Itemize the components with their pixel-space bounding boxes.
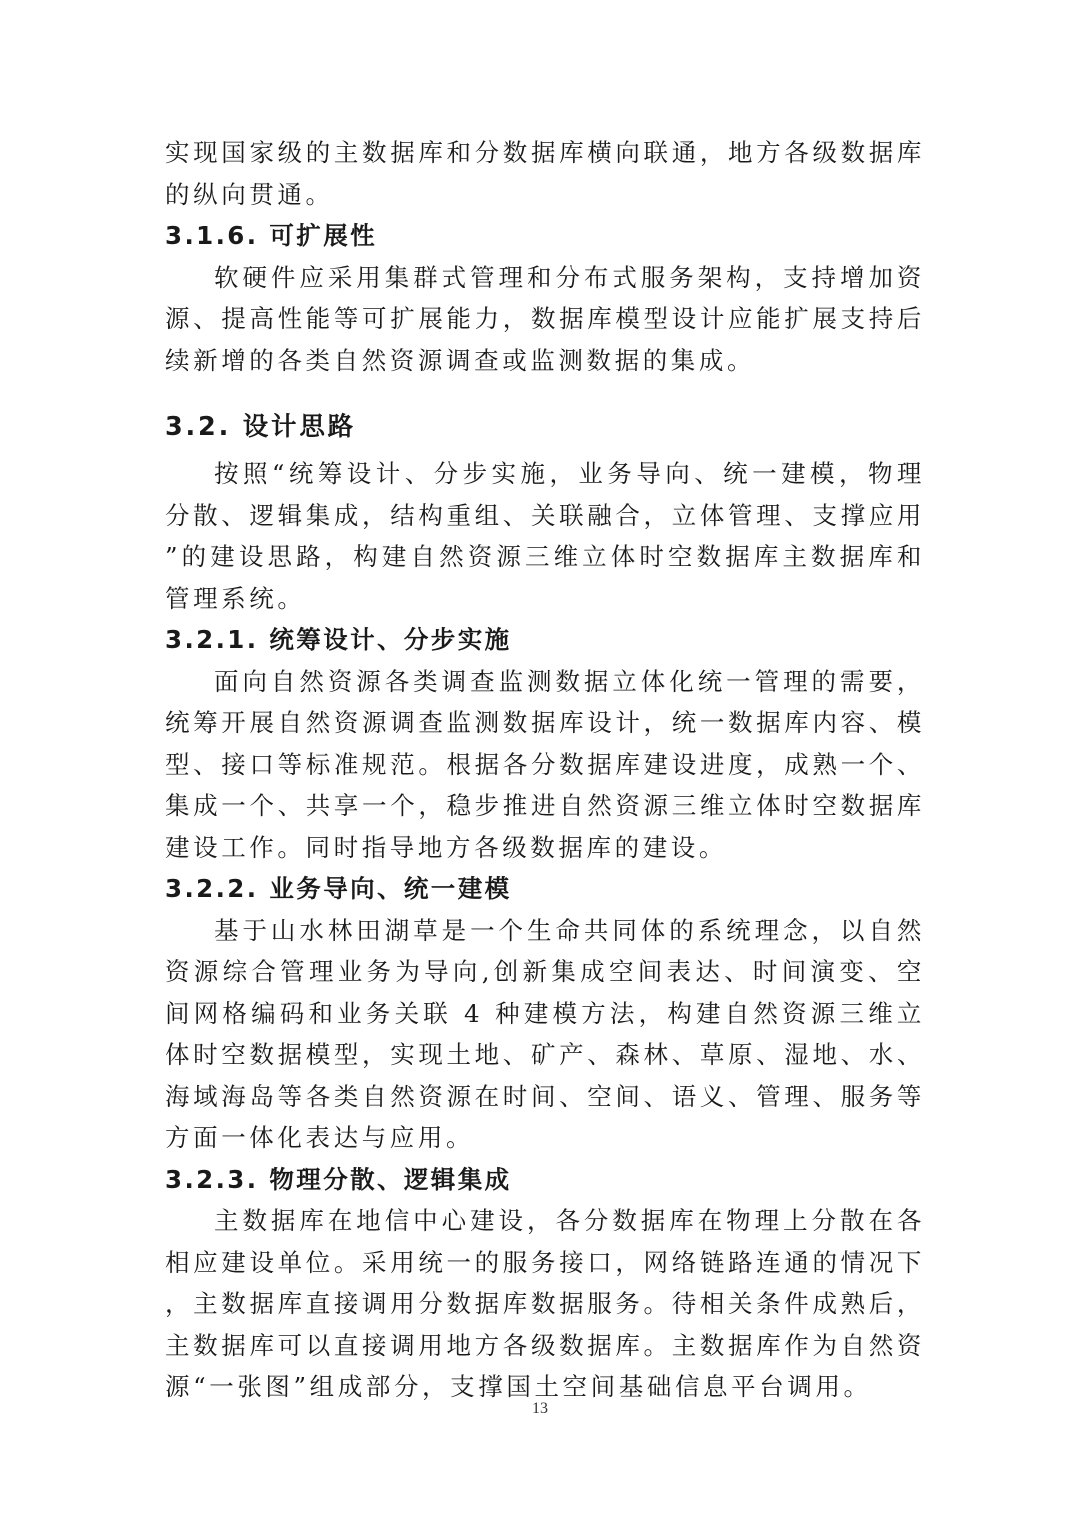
document-page bbox=[165, 132, 925, 1408]
heading-3-2-2: 3.2.2. 业务导向、统一建模 bbox=[165, 874, 512, 903]
paragraph-3-2-3: 主数据库在地信中心建设，各分数据库在物理上分散在各相应建设单位。采用统一的服务接口，网络链路连通的情况下，主数据库直接调用分数据库数据服务。待相关条件成熟后，主数据库可以直接调用地方各级数据库。主数据库作为自然资源“一张图”组成部分，支撑国土空间基础信息平台调用。 bbox=[165, 1206, 925, 1401]
intro-paragraph: 实现国家级的主数据库和分数据库横向联通，地方各级数据库的纵向贯通。 bbox=[165, 138, 925, 209]
heading-3-2-1: 3.2.1. 统筹设计、分步实施 bbox=[165, 625, 512, 654]
heading-3-2: 3.2. 设计思路 bbox=[165, 412, 356, 442]
page-number: 13 bbox=[532, 1400, 548, 1417]
paragraph-3-2: 按照“统筹设计、分步实施，业务导向、统一建模，物理分散、逻辑集成，结构重组、关联融合，立体管理、支撑应用”的建设思路，构建自然资源三维立体时空数据库主数据库和管理系统。 bbox=[165, 459, 925, 613]
paragraph-3-2-2: 基于山水林田湖草是一个生命共同体的系统理念，以自然资源综合管理业务为导向,创新集成空间表达、时间演变、空间网格编码和业务关联 4 种建模方法，构建自然资源三维立体时空数据模型，实现土地、矿产、森林、草原、湿地、水、海域海岛等各类自然资源在时间、空间、语义、管理、服务等方面一体化表达与应用。 bbox=[165, 915, 925, 1152]
paragraph-3-2-1: 面向自然资源各类调查监测数据立体化统一管理的需要，统筹开展自然资源调查监测数据库设计，统一数据库内容、模型、接口等标准规范。根据各分数据库建设进度，成熟一个、集成一个、共享一个，稳步推进自然资源三维立体时空数据库建设工作。同时指导地方各级数据库的建设。 bbox=[165, 666, 925, 862]
heading-3-2-3: 3.2.3. 物理分散、逻辑集成 bbox=[165, 1164, 512, 1194]
paragraph-3-1-6: 软硬件应采用集群式管理和分布式服务架构，支持增加资源、提高性能等可扩展能力，数据库模型设计应能扩展支持后续新增的各类自然资源调查或监测数据的集成。 bbox=[165, 262, 925, 375]
heading-3-1-6: 3.1.6. 可扩展性 bbox=[165, 221, 377, 250]
